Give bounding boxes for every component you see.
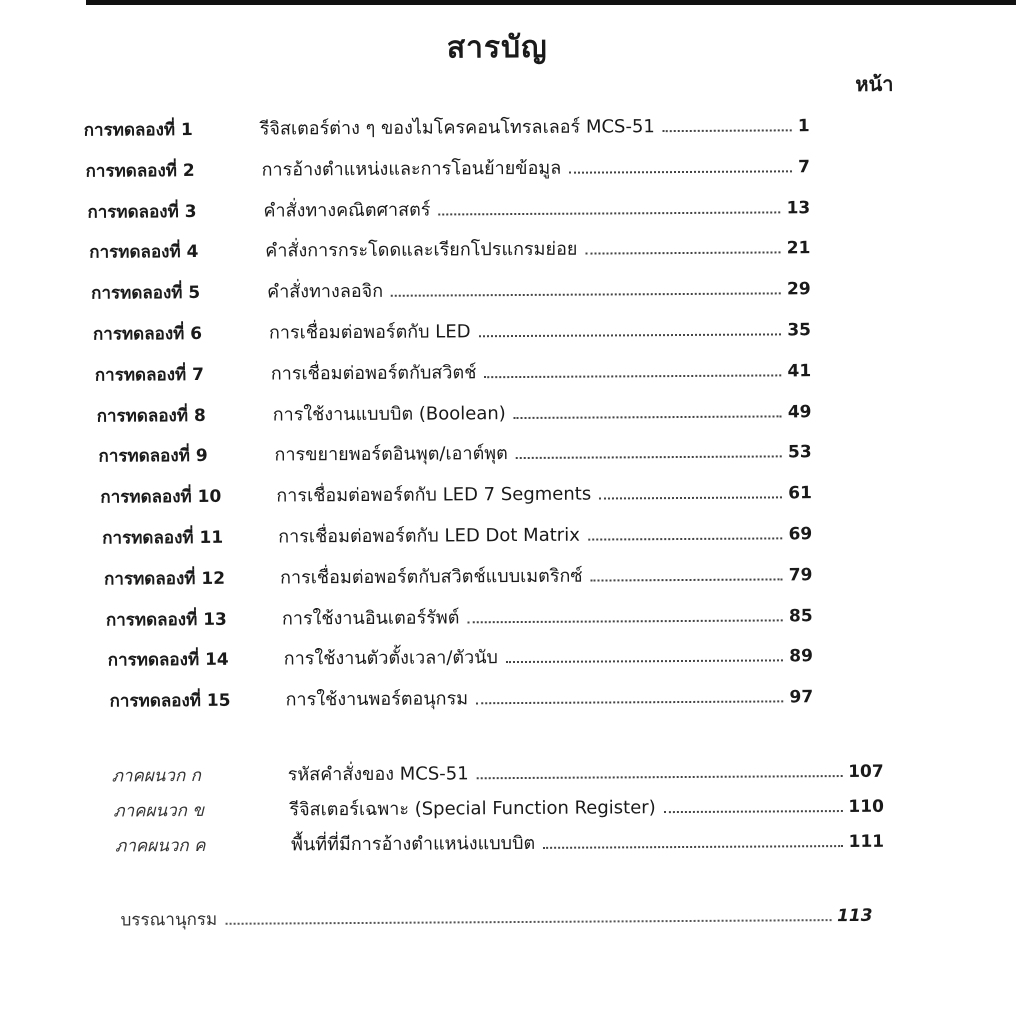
toc-row [106,600,813,634]
dot-leader [664,809,843,813]
toc-row [85,151,810,185]
toc-row [108,641,813,675]
toc-row [89,233,810,267]
toc-row [102,518,812,552]
experiment-title: การเชื่อมต่อพอร์ตกับ LED 7 Segments [276,483,592,507]
experiment-label: การทดลองที่ 5 [91,283,201,304]
experiment-page: 21 [786,238,811,259]
experiment-page: 49 [787,401,812,422]
experiment-page: 53 [787,442,812,463]
appendix-page: 107 [848,761,884,783]
experiment-page: 35 [787,320,812,341]
dot-leader [484,373,781,378]
experiment-label: การทดลองที่ 7 [94,364,204,386]
dot-leader [514,414,782,419]
dot-leader [588,536,783,540]
appendix-page: 110 [848,796,884,817]
experiment-page: 1 [797,116,810,137]
experiment-label: การทดลองที่ 14 [107,650,229,671]
dot-leader [476,700,783,705]
appendix-row [115,826,884,861]
experiment-title: การใช้งานแบบบิต (Boolean) [272,402,506,426]
experiment-title: การเชื่อมต่อพอร์ตกับ LED [268,321,471,344]
experiment-page: 89 [789,646,814,667]
appendix-label: ภาคผนวก ก [111,765,201,787]
experiment-page: 79 [788,565,813,586]
experiment-title: การเชื่อมต่อพอร์ตกับสวิตช์แบบเมตริกซ์ [280,565,583,589]
dot-leader [543,844,842,849]
experiment-title: คำสั่งทางคณิตศาสตร์ [263,199,431,222]
experiment-label: การทดลองที่ 12 [104,568,226,590]
toc-row [91,273,811,307]
appendix-title: รีจิสเตอร์เฉพาะ (Special Function Register) [289,797,656,821]
experiment-label: การทดลองที่ 11 [102,527,224,549]
bibliography-row [120,902,872,937]
experiment-page: 29 [786,279,811,300]
appendix-page: 111 [848,831,885,852]
experiment-page: 41 [787,361,812,382]
experiment-title: รีจิสเตอร์ต่าง ๆ ของไมโครคอนโทรลเลอร์ MCS-51 [259,116,655,140]
page-title: สารบัญ [446,29,548,66]
dot-leader [225,918,831,925]
appendix-label: ภาคผนวก ค [115,835,206,857]
dot-leader [516,455,782,460]
dot-leader [477,774,843,779]
experiment-label: การทดลองที่ 10 [100,487,222,508]
appendix-label: ภาคผนวก ข [113,800,205,822]
page-column-heading: หน้า [855,71,894,96]
experiment-label: การทดลองที่ 8 [96,405,206,427]
dot-leader [467,618,783,623]
experiment-label: การทดลองที่ 15 [109,690,231,712]
bibliography-page: 113 [836,905,873,927]
experiment-label: การทดลองที่ 3 [87,201,197,223]
experiment-title: การใช้งานอินเตอร์รัพต์ [281,606,460,630]
experiment-title: คำสั่งทางลอจิก [267,281,384,303]
toc-row [97,396,812,430]
toc-row [104,559,813,593]
experiment-page: 13 [786,197,811,218]
dot-leader [569,169,792,173]
bibliography-label: บรรณานุกรม [120,909,218,931]
experiment-label: การทดลองที่ 9 [98,446,208,467]
dot-leader [391,292,781,297]
experiment-page: 61 [788,483,813,504]
toc-row [110,681,814,715]
experiment-label: การทดลองที่ 6 [92,323,203,345]
experiment-label: การทดลองที่ 13 [105,609,227,631]
experiment-title: การใช้งานตัวตั้งเวลา/ตัวนับ [283,647,498,670]
dot-leader [599,496,782,500]
experiment-page: 97 [789,687,814,708]
experiment-label: การทดลองที่ 1 [83,119,193,141]
experiment-page: 69 [788,524,813,545]
toc-row [98,437,811,471]
appendix-row [112,756,884,791]
experiment-page: 7 [798,157,811,178]
dot-leader [506,659,783,664]
experiment-title: การเชื่อมต่อพอร์ตกับสวิตช์ [270,362,477,385]
toc-row [100,477,812,511]
appendix-row [113,791,884,826]
experiment-label: การทดลองที่ 2 [85,160,195,182]
dot-leader [438,210,780,215]
toc-row [84,110,810,144]
experiment-title: การใช้งานพอร์ตอนุกรม [285,688,469,711]
experiment-title: การเชื่อมต่อพอร์ตกับ LED Dot Matrix [278,524,580,548]
toc-row [95,355,812,389]
experiment-title: การขยายพอร์ตอินพุต/เอาต์พุต [274,443,508,466]
experiment-label: การทดลองที่ 4 [89,242,199,264]
experiment-page: 85 [788,605,813,626]
dot-leader [479,332,782,337]
appendix-title: พื้นที่ที่มีการอ้างตำแหน่งแบบบิต [291,832,536,856]
experiment-title: การอ้างตำแหน่งและการโอนย้ายข้อมูล [261,157,562,181]
experiment-title: คำสั่งการกระโดดและเรียกโปรแกรมย่อย [265,239,578,262]
dot-leader [585,251,780,255]
dot-leader [663,128,792,132]
dot-leader [591,577,783,581]
toc-row [93,314,811,348]
appendix-title: รหัสคำสั่งของ MCS-51 [287,763,469,786]
toc-row [87,192,810,226]
